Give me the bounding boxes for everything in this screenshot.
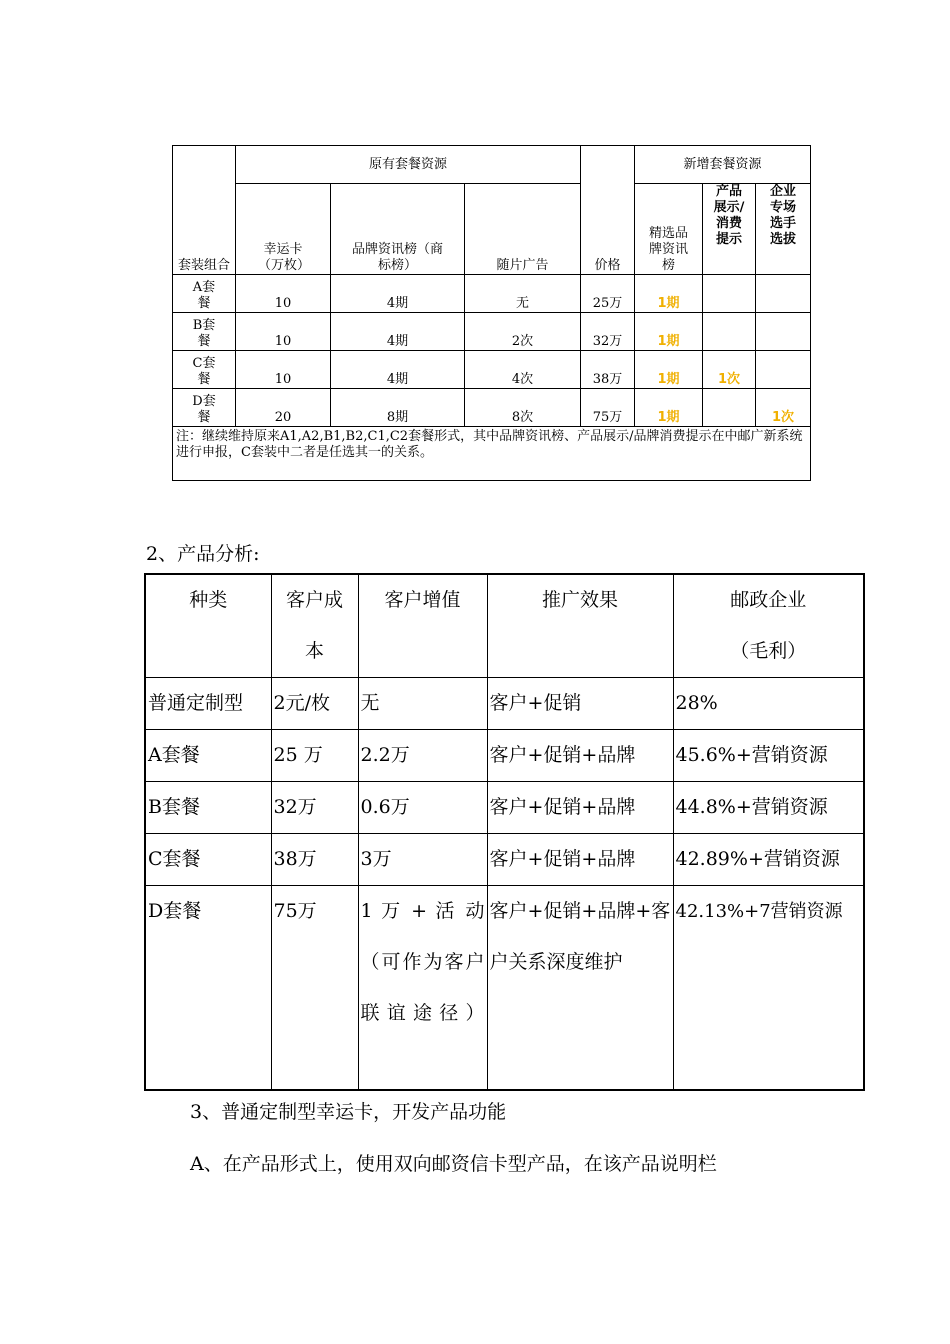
value-cell: 1 万 + 活 动（可作为客户联谊途径） [358,886,487,1090]
card-count: 10 [236,351,331,389]
header-lucky-card: 幸运卡（万枚） [236,184,331,275]
value-cell: 2.2万 [358,730,487,782]
price: 25万 [581,275,635,313]
ad-count: 8次 [465,389,581,427]
selected-brand: 1期 [635,351,703,389]
header-customer-value: 客户增值 [358,574,487,678]
enterprise-selection [756,275,811,313]
cost-cell: 25 万 [271,730,358,782]
cost-cell: 75万 [271,886,358,1090]
header-film-ad: 随片广告 [465,184,581,275]
section-2-title: 2、产品分析: [146,543,260,565]
combo-name: A套餐 [173,275,236,313]
table-row [145,782,864,834]
header-price: 价格 [581,146,635,275]
enterprise-selection [756,313,811,351]
ad-count: 无 [465,275,581,313]
header-brand-news: 品牌资讯榜（商标榜） [331,184,465,275]
enterprise-selection: 1次 [756,389,811,427]
cost-cell: 38万 [271,834,358,886]
type-cell: C套餐 [145,834,271,886]
type-cell: D套餐 [145,886,271,1090]
package-resources-table [172,145,811,481]
header-new-resources: 新增套餐资源 [635,146,811,184]
table-header-row [145,574,864,678]
table-row [173,351,811,389]
table-row [173,389,811,427]
ad-count: 4次 [465,351,581,389]
header-customer-cost: 客户成本 [271,574,358,678]
table-row [145,834,864,886]
value-cell: 无 [358,678,487,730]
table-note: 注：继续维持原来A1,A2,B1,B2,C1,C2套餐形式，其中品牌资讯榜、产品展示/品牌消费提示在中邮广新系统进行申报，C套装中二者是任选其一的关系。 [173,427,811,481]
effect-cell: 客户+促销 [487,678,673,730]
margin-cell: 45.6%+营销资源 [673,730,864,782]
product-display [703,389,756,427]
header-postal-margin: 邮政企业（毛利） [673,574,864,678]
enterprise-selection [756,351,811,389]
table-row [145,886,864,1090]
value-cell: 0.6万 [358,782,487,834]
table-row [173,275,811,313]
product-display [703,275,756,313]
header-original-resources: 原有套餐资源 [236,146,581,184]
product-analysis-table [144,573,865,1091]
type-cell: 普通定制型 [145,678,271,730]
combo-name: C套餐 [173,351,236,389]
brand-issues: 4期 [331,275,465,313]
selected-brand: 1期 [635,313,703,351]
selected-brand: 1期 [635,389,703,427]
header-enterprise-selection: 企业专场选手选拔 [756,184,811,275]
type-cell: A套餐 [145,730,271,782]
selected-brand: 1期 [635,275,703,313]
effect-cell: 客户+促销+品牌 [487,834,673,886]
brand-issues: 4期 [331,313,465,351]
value-cell: 3万 [358,834,487,886]
margin-cell: 42.13%+7营销资源 [673,886,864,1090]
combo-name: B套餐 [173,313,236,351]
product-display: 1次 [703,351,756,389]
type-cell: B套餐 [145,782,271,834]
card-count: 10 [236,313,331,351]
header-promotion-effect: 推广效果 [487,574,673,678]
brand-issues: 4期 [331,351,465,389]
header-product-display: 产品展示/消费提示 [703,184,756,275]
paragraph-a: A、在产品形式上，使用双向邮资信卡型产品，在该产品说明栏 [190,1153,717,1175]
price: 75万 [581,389,635,427]
card-count: 10 [236,275,331,313]
brand-issues: 8期 [331,389,465,427]
header-combo: 套装组合 [173,146,236,275]
effect-cell: 客户+促销+品牌 [487,782,673,834]
margin-cell: 44.8%+营销资源 [673,782,864,834]
combo-name: D套餐 [173,389,236,427]
cost-cell: 2元/枚 [271,678,358,730]
table-row [145,678,864,730]
price: 38万 [581,351,635,389]
margin-cell: 28% [673,678,864,730]
header-type: 种类 [145,574,271,678]
effect-cell: 客户+促销+品牌 [487,730,673,782]
margin-cell: 42.89%+营销资源 [673,834,864,886]
ad-count: 2次 [465,313,581,351]
card-count: 20 [236,389,331,427]
price: 32万 [581,313,635,351]
cost-cell: 32万 [271,782,358,834]
product-display [703,313,756,351]
header-selected-brand: 精选品牌资讯榜 [635,184,703,275]
table-row [145,730,864,782]
effect-cell: 客户+促销+品牌+客户关系深度维护 [487,886,673,1090]
section-3-title: 3、普通定制型幸运卡，开发产品功能 [190,1101,507,1123]
table-row [173,313,811,351]
